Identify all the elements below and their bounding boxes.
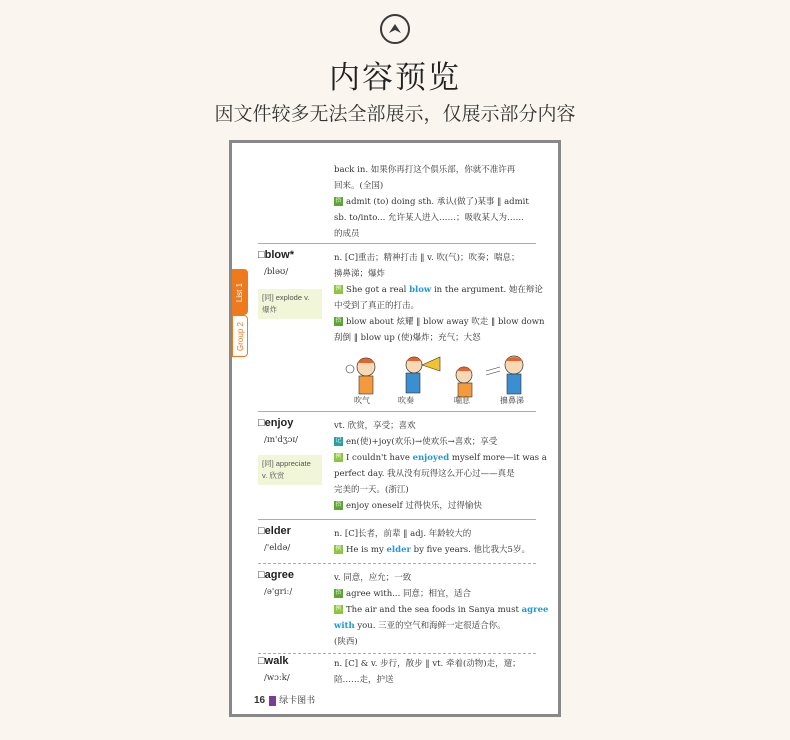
entry-divider: [258, 411, 536, 412]
entry-word: □blow*: [258, 249, 294, 261]
book-preview: [229, 140, 561, 717]
memory-tag: 记: [335, 438, 342, 444]
entry-divider: [258, 519, 536, 520]
synonym-box: [同] appreciate v. 欣赏: [258, 455, 322, 485]
text-line: sb. to/into... 允许某人进入……；吸收某人为……: [334, 213, 524, 223]
entry-word: □agree: [258, 569, 294, 581]
text-line: 搭 blow about 炫耀 ‖ blow away 吹走 ‖ blow down: [335, 317, 545, 327]
logo-icon: [380, 14, 410, 44]
caption: 喘息: [454, 396, 470, 405]
caption: 吹气: [354, 396, 370, 405]
entry-phonetic: /bləʊ/: [264, 267, 289, 277]
text-line: perfect day. 我从没有玩得这么开心过——真是: [334, 469, 515, 479]
entry-phonetic: /wɔːk/: [264, 673, 290, 683]
blow-nose-figure: [486, 356, 523, 394]
collocation-tag: 搭: [335, 590, 342, 596]
entry-word: □elder: [258, 525, 291, 537]
text-line: 例 I couldn't have enjoyed myself more—it was a: [335, 453, 547, 463]
chevron-up-circle-icon: [386, 20, 404, 38]
book-page: [232, 143, 558, 714]
example-tag: 例: [335, 286, 342, 292]
text-line: 完美的一天。(浙江): [334, 485, 409, 495]
blow-air-figure: [346, 358, 375, 394]
blow-instrument-figure: [406, 357, 440, 393]
entry-divider: [258, 653, 536, 654]
entry-word: □enjoy: [258, 417, 294, 429]
collocation-tag: 搭: [335, 198, 342, 204]
example-tag: 例: [335, 606, 342, 612]
text-line: 搭 agree with... 同意；相宜，适合: [335, 589, 472, 599]
entry-divider: [258, 563, 536, 564]
page-number: 16: [254, 695, 266, 706]
text-line: n. [C] & v. 步行，散步 ‖ vt. 牵着(动物)走，遛；: [334, 659, 521, 669]
text-line: with you. 三亚的空气和海鲜一定很适合你。: [334, 621, 506, 631]
pant-figure: [456, 367, 472, 397]
text-line: 例 He is my elder by five years. 他比我大5岁。: [335, 545, 530, 555]
text-line: (陕西): [334, 637, 358, 647]
entry-phonetic: /ɪn'dʒɔɪ/: [264, 435, 298, 445]
text-line: 刮倒 ‖ blow up (使)爆炸；充气；大怒: [334, 333, 481, 343]
text-line: 例 The air and the sea foods in Sanya must agree: [335, 605, 549, 615]
entry-word: □walk: [258, 655, 289, 667]
text-line: n. [C]长者，前辈 ‖ adj. 年龄较大的: [334, 529, 472, 539]
text-line: back in. 如果你再打这个俱乐部，你就不准许再: [334, 165, 516, 175]
page-title: 内容预览: [329, 60, 461, 96]
synonym-box: [同] explode v. 爆炸: [258, 289, 322, 319]
page-subtitle: 因文件较多无法全部展示，仅展示部分内容: [214, 103, 576, 125]
text-line: v. 同意，应允；一致: [334, 573, 412, 583]
text-line: 搭 enjoy oneself 过得快乐，过得愉快: [335, 501, 482, 511]
page-footer: [254, 693, 315, 706]
text-line: n. [C]重击；精神打击 ‖ v. 吹(气)；吹奏；喘息；: [334, 253, 520, 263]
example-tag: 例: [335, 454, 342, 460]
example-tag: 例: [335, 546, 342, 552]
text-line: vt. 欣赏，享受；喜欢: [334, 421, 416, 431]
collocation-tag: 搭: [335, 318, 342, 324]
text-line: 记 en(使)+joy(欢乐)→使欢乐→喜欢；享受: [335, 437, 498, 447]
entry-phonetic: /ə'griː/: [264, 587, 293, 597]
text-line: 的成员: [334, 229, 360, 239]
tab-group-2: Group 2: [232, 315, 248, 357]
text-line: 中受到了真正的打击。: [334, 301, 420, 311]
caption: 吹奏: [398, 396, 414, 405]
text-line: 回来。(全国): [334, 181, 384, 191]
text-line: 例 She got a real blow in the argument. 她在辩论: [335, 285, 543, 295]
brand-mark-icon: [269, 696, 276, 706]
text-line: 搭 admit (to) doing sth. 承认(做了)某事 ‖ admit: [335, 197, 529, 207]
entry-phonetic: /'eldə/: [264, 543, 291, 553]
text-line: 陪……走，护送: [334, 675, 394, 685]
entry-divider: [258, 243, 536, 244]
caption: 擤鼻涕: [500, 396, 524, 405]
collocation-tag: 搭: [335, 502, 342, 508]
brand-name: 绿卡图书: [279, 695, 316, 705]
text-line: 擤鼻涕；爆炸: [334, 269, 386, 279]
tab-list-1: List 1: [232, 269, 248, 315]
